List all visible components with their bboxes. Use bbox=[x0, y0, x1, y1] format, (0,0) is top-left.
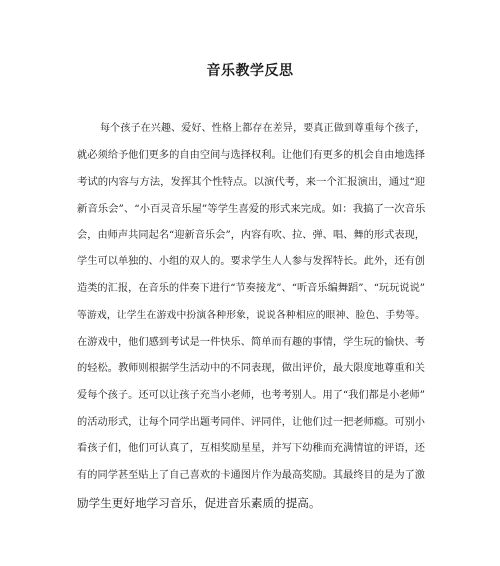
body-paragraph bbox=[77, 116, 425, 516]
paragraph-line: 造类的汇报，在音乐的伴奏下进行“节奏接龙”、“听音乐编舞蹈”、“玩玩说说” bbox=[77, 283, 425, 295]
paragraph-line: 等游戏，让学生在游戏中扮演各种形象，说说各种相应的眼神、脸色、手势等。 bbox=[77, 309, 425, 321]
paragraph-line: 爱每个孩子。还可以让孩子充当小老师，也考考别人。用了“我们都是小老师” bbox=[77, 389, 425, 401]
paragraph-line: 新音乐会”、“小百灵音乐屋”等学生喜爱的形式来完成。如：我搞了一次音乐 bbox=[77, 203, 426, 216]
paragraph-line: 会，由师声共同起名“迎新音乐会”，内容有吹、拉、弹、唱、舞的形式表现， bbox=[77, 229, 425, 241]
paragraph-line: 在游戏中，他们感到考试是一件快乐、简单而有趣的事情，学生玩的愉快、考 bbox=[77, 336, 425, 348]
paragraph-line: 有的同学甚至贴上了自己喜欢的卡通图片作为最高奖励。其最终目的是为了激 bbox=[77, 469, 425, 481]
paragraph-line: 每个孩子在兴趣、爱好、性格上都存在差异，要真正做到尊重每个孩子， bbox=[100, 123, 425, 134]
paragraph-line: 励学生更好地学习音乐，促进音乐素质的提高。 bbox=[77, 495, 321, 510]
page-title: 音乐教学反思 bbox=[206, 63, 294, 79]
paragraph-line: 的活动形式，让每个同学出题考同伴、评同伴，让他们过一把老师瘾。可别小 bbox=[77, 416, 425, 428]
paragraph-line: 学生可以单独的、小组的双人的。要求学生人人参与发挥特长。此外，还有创 bbox=[77, 256, 425, 268]
paragraph-line: 看孩子们，他们可认真了，互相奖励星星，并写下幼稚而充满情谊的评语，还 bbox=[77, 443, 425, 455]
paragraph-line: 考试的内容与方法，发挥其个性特点。以演代考，来一个汇报演出，通过“迎 bbox=[77, 176, 426, 189]
paragraph-line: 的轻松。教师则根据学生活动中的不同表现，做出评价，最大限度地尊重和关 bbox=[77, 363, 425, 375]
paragraph-line: 就必须给予他们更多的自由空间与选择权利。让他们有更多的机会自由地选择 bbox=[77, 149, 425, 161]
